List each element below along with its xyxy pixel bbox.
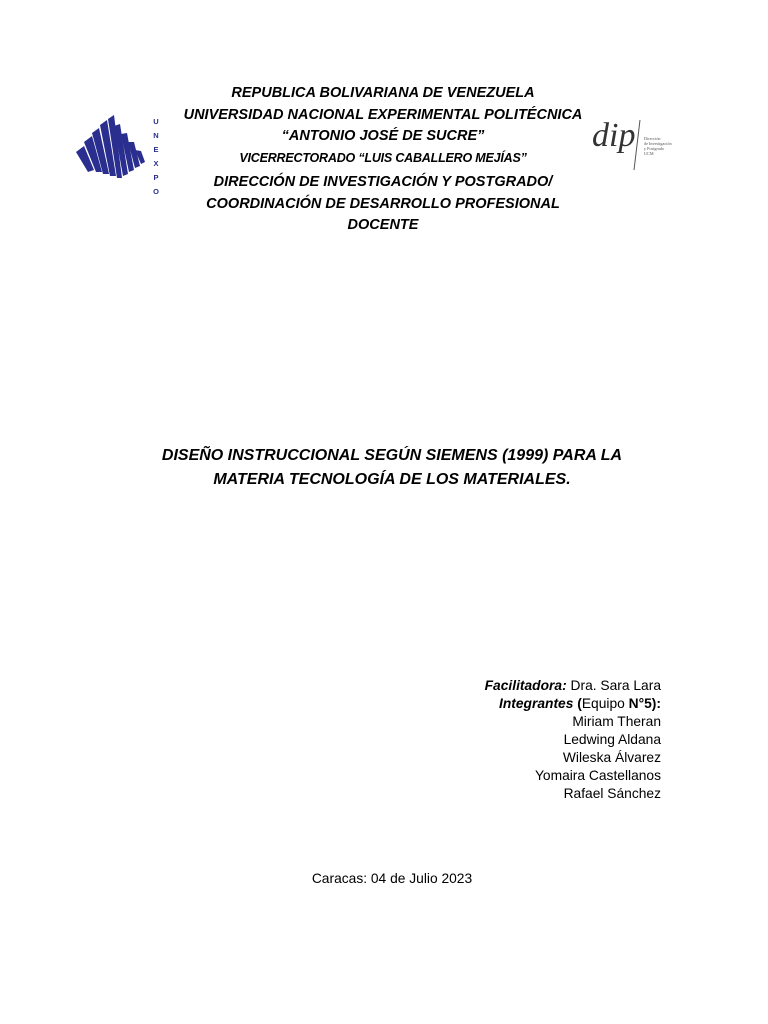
dip-logo-caption: de Investigación	[644, 141, 672, 146]
facilitator-label: Facilitadora:	[484, 678, 567, 693]
member-name: Rafael Sánchez	[563, 786, 661, 801]
member-name: Ledwing Aldana	[563, 732, 661, 747]
unexpo-letter: X	[153, 159, 159, 168]
title-line-1: DISEÑO INSTRUCCIONAL SEGÚN SIEMENS (1999) PARA LA	[161, 447, 623, 464]
header-direction: DIRECCIÓN DE INVESTIGACIÓN Y POSTGRADO/	[213, 174, 553, 190]
document-title	[90, 444, 694, 492]
facilitator-name: Dra. Sara Lara	[566, 678, 661, 693]
dip-logo-caption: y Postgrado	[644, 146, 664, 151]
unexpo-letter: U	[153, 117, 159, 126]
credits-block	[485, 677, 661, 803]
header-country: REPUBLICA BOLIVARIANA DE VENEZUELA	[231, 85, 535, 101]
members-label: Integrantes	[499, 696, 574, 711]
header-vicerrectorado: VICERRECTORADO “LUIS CABALLERO MEJÍAS”	[239, 150, 527, 165]
unexpo-stripes-icon	[76, 115, 145, 178]
title-line-2: MATERIA TECNOLOGÍA DE LOS MATERIALES.	[213, 471, 571, 488]
members-heading: Integrantes (Equipo N°5):	[499, 696, 661, 711]
team-prefix: Equipo	[581, 696, 629, 711]
member-name: Miriam Theran	[572, 714, 661, 729]
dip-logo-mark: dip	[592, 117, 636, 154]
unexpo-letter: E	[153, 145, 159, 154]
unexpo-letter: N	[153, 131, 159, 140]
unexpo-letter: O	[153, 187, 159, 196]
place-date: Caracas: 04 de Julio 2023	[311, 871, 473, 886]
header-university: UNIVERSIDAD NACIONAL EXPERIMENTAL POLITÉCNICA	[183, 106, 583, 123]
dip-logo-caption: UCM	[644, 151, 654, 156]
header-coordination-cont: DOCENTE	[347, 217, 419, 233]
facilitator-row	[485, 677, 661, 695]
team-number: N°5	[628, 696, 652, 711]
unexpo-letter: P	[153, 173, 159, 182]
member-name: Yomaira Castellanos	[534, 768, 661, 783]
institution-header	[150, 83, 616, 237]
member-name: Wileska Álvarez	[562, 750, 661, 765]
header-university-name: “ANTONIO JOSÉ DE SUCRE”	[281, 128, 485, 144]
header-coordination: COORDINACIÓN DE DESARROLLO PROFESIONAL	[206, 195, 560, 212]
dip-logo-caption: Dirección	[644, 136, 661, 141]
